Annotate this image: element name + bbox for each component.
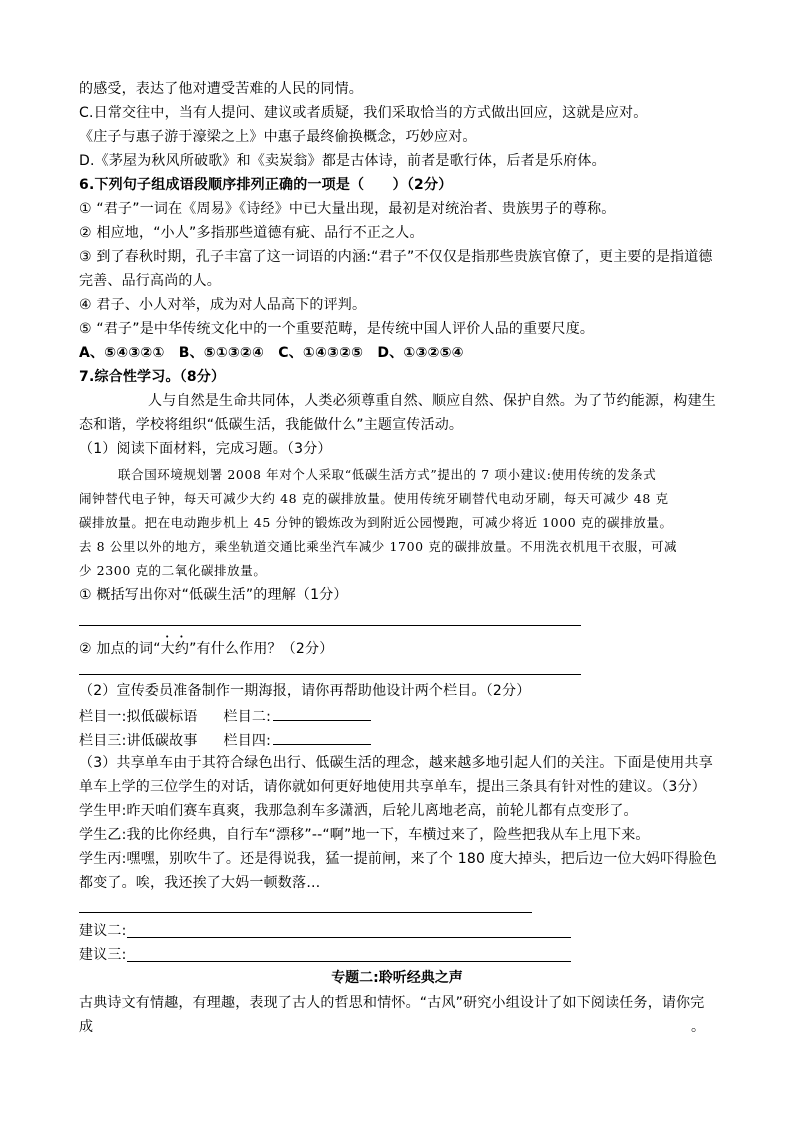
suggestion-2-line[interactable] [127, 937, 571, 938]
student-c-line-2: 都变了。唉，我还挨了大妈一顿数落… [79, 875, 321, 891]
sentence-5: ⑤ “君子”是中华传统文化中的一个重要范畴，是传统中国人评价人品的重要尺度。 [79, 321, 595, 337]
suggestion-2-label: 建议二: [79, 923, 127, 939]
column-4-blank[interactable] [273, 730, 371, 745]
subquestion-1b-suffix: ”有什么作用？（2分） [189, 641, 334, 657]
suggestion-3-label: 建议三: [79, 947, 127, 963]
column-2-label: 栏目二: [223, 709, 272, 725]
suggestion-3-line[interactable] [127, 961, 571, 962]
topic-intro-line-1: 古典诗文有情趣，有理趣，表现了古人的哲思和情怀。“古风”研究小组设计了如下阅读任务，请你完 [79, 995, 705, 1011]
text-line: 的感受，表达了他对遭受苦难的人民的同情。 [79, 81, 363, 97]
student-c-line-1: 学生丙:嘿嘿，别吹牛了。还是得说我，猛一提前闸，来了个 180 度大掉头，把后边一位大妈吓得脸色 [79, 851, 717, 867]
topic-heading: 专题二:聆听经典之声 [331, 970, 463, 986]
option-d-line: D.《茅屋为秋风所破歌》和《卖炭翁》都是古体诗，前者是歌行体，后者是乐府体。 [79, 153, 606, 169]
question-7-title: 7.综合性学习。（8分） [79, 369, 226, 385]
option-c-line-1: C.日常交往中，当有人提问、建议或者质疑，我们采取恰当的方式做出回应，这就是应对。 [79, 105, 648, 121]
subquestion-3-line-1: （3）共享单车由于其符合绿色出行、低碳生活的理念，越来越多地引起人们的关注。下面是使用共享 [79, 755, 713, 771]
sentence-3-continued: 完善、品行高尚的人。 [79, 273, 221, 289]
subquestion-1b-prefix: ② 加点的词“ [79, 641, 161, 657]
suggestion-1-line[interactable] [79, 912, 532, 913]
material-line-5: 少 2300 克的二氧化碳排放量。 [79, 563, 267, 578]
topic-intro-period: 。 [691, 1019, 706, 1035]
sentence-3: ③ 到了春秋时期，孔子丰富了这一词语的内涵:“君子”不仅仅是指那些贵族官僚了，更主要的是指道德 [79, 249, 713, 265]
material-line-3: 碳排放量。把在电动跑步机上 45 分钟的锻炼改为到附近公园慢跑，可减少将近 1000 克的碳排放量。 [79, 515, 673, 530]
question-6-title: 6.下列句子组成语段顺序排列正确的一项是（ ）（2分） [79, 177, 453, 193]
column-3: 栏目三:讲低碳故事 [79, 733, 198, 749]
material-line-1: 联合国环境规划署 2008 年对个人采取“低碳生活方式”提出的 7 项小建议:使用传统的发条式 [118, 467, 657, 482]
student-a-line: 学生甲:昨天咱们赛车真爽，我那急刹车多潇洒，后轮儿离地老高，前轮儿都有点变形了。 [79, 803, 638, 819]
topic-intro-line-2: 成 [79, 1019, 94, 1035]
material-line-2: 闹钟替代电子钟，每天可减少大约 48 克的碳排放量。使用传统牙刷替代电动牙刷，每天可减少 48 克 [79, 491, 669, 506]
column-row-1 [79, 706, 371, 727]
subquestion-3-line-2: 单车上学的三位学生的对话，请你就如何更好地使用共享单车，提出三条具有针对性的建议。（3分） [79, 779, 706, 795]
subquestion-2-title: （2）宣传委员准备制作一期海报，请你再帮助他设计两个栏目。（2分） [79, 683, 531, 699]
column-1: 栏目一:拟低碳标语 [79, 709, 198, 725]
material-line-4: 去 8 公里以外的地方，乘坐轨道交通比乘坐汽车减少 1700 克的碳排放量。不用洗衣机甩干衣服，可减 [79, 539, 678, 554]
answer-line[interactable] [79, 625, 581, 626]
sentence-4: ④ 君子、小人对举，成为对人品高下的评判。 [79, 297, 367, 313]
subquestion-1-title: （1）阅读下面材料，完成习题。（3分） [79, 441, 332, 457]
question-6-choices: A、⑤④③②① B、⑤①③②④ C、①④③②⑤ D、①③②⑤④ [79, 345, 464, 361]
intro-paragraph-line-1: 人与自然是生命共同体，人类必须尊重自然、顺应自然、保护自然。为了节约能源，构建生 [148, 393, 716, 409]
column-4-label: 栏目四: [223, 733, 272, 749]
column-2-blank[interactable] [273, 706, 371, 721]
subquestion-1b [79, 633, 333, 659]
sentence-1: ① “君子”一词在《周易》《诗经》中已大量出现，最初是对统治者、贵族男子的尊称。 [79, 201, 616, 217]
answer-line[interactable] [79, 674, 581, 675]
student-b-line: 学生乙:我的比你经典，自行车“漂移”--“啊”地一下，车横过来了，险些把我从车上甩下来。 [79, 827, 650, 843]
intro-paragraph-line-2: 态和谐，学校将组织“低碳生活，我能做什么”主题宣传活动。 [79, 417, 464, 433]
subquestion-1a: ① 概括写出你对“低碳生活”的理解（1分） [79, 587, 348, 603]
sentence-2: ② 相应地，“小人”多指那些道德有疵、品行不正之人。 [79, 225, 424, 241]
option-c-line-2: 《庄子与惠子游于濠梁之上》中惠子最终偷换概念，巧妙应对。 [79, 129, 477, 145]
column-row-2 [79, 730, 371, 751]
dotted-word: 大约 [160, 641, 190, 657]
